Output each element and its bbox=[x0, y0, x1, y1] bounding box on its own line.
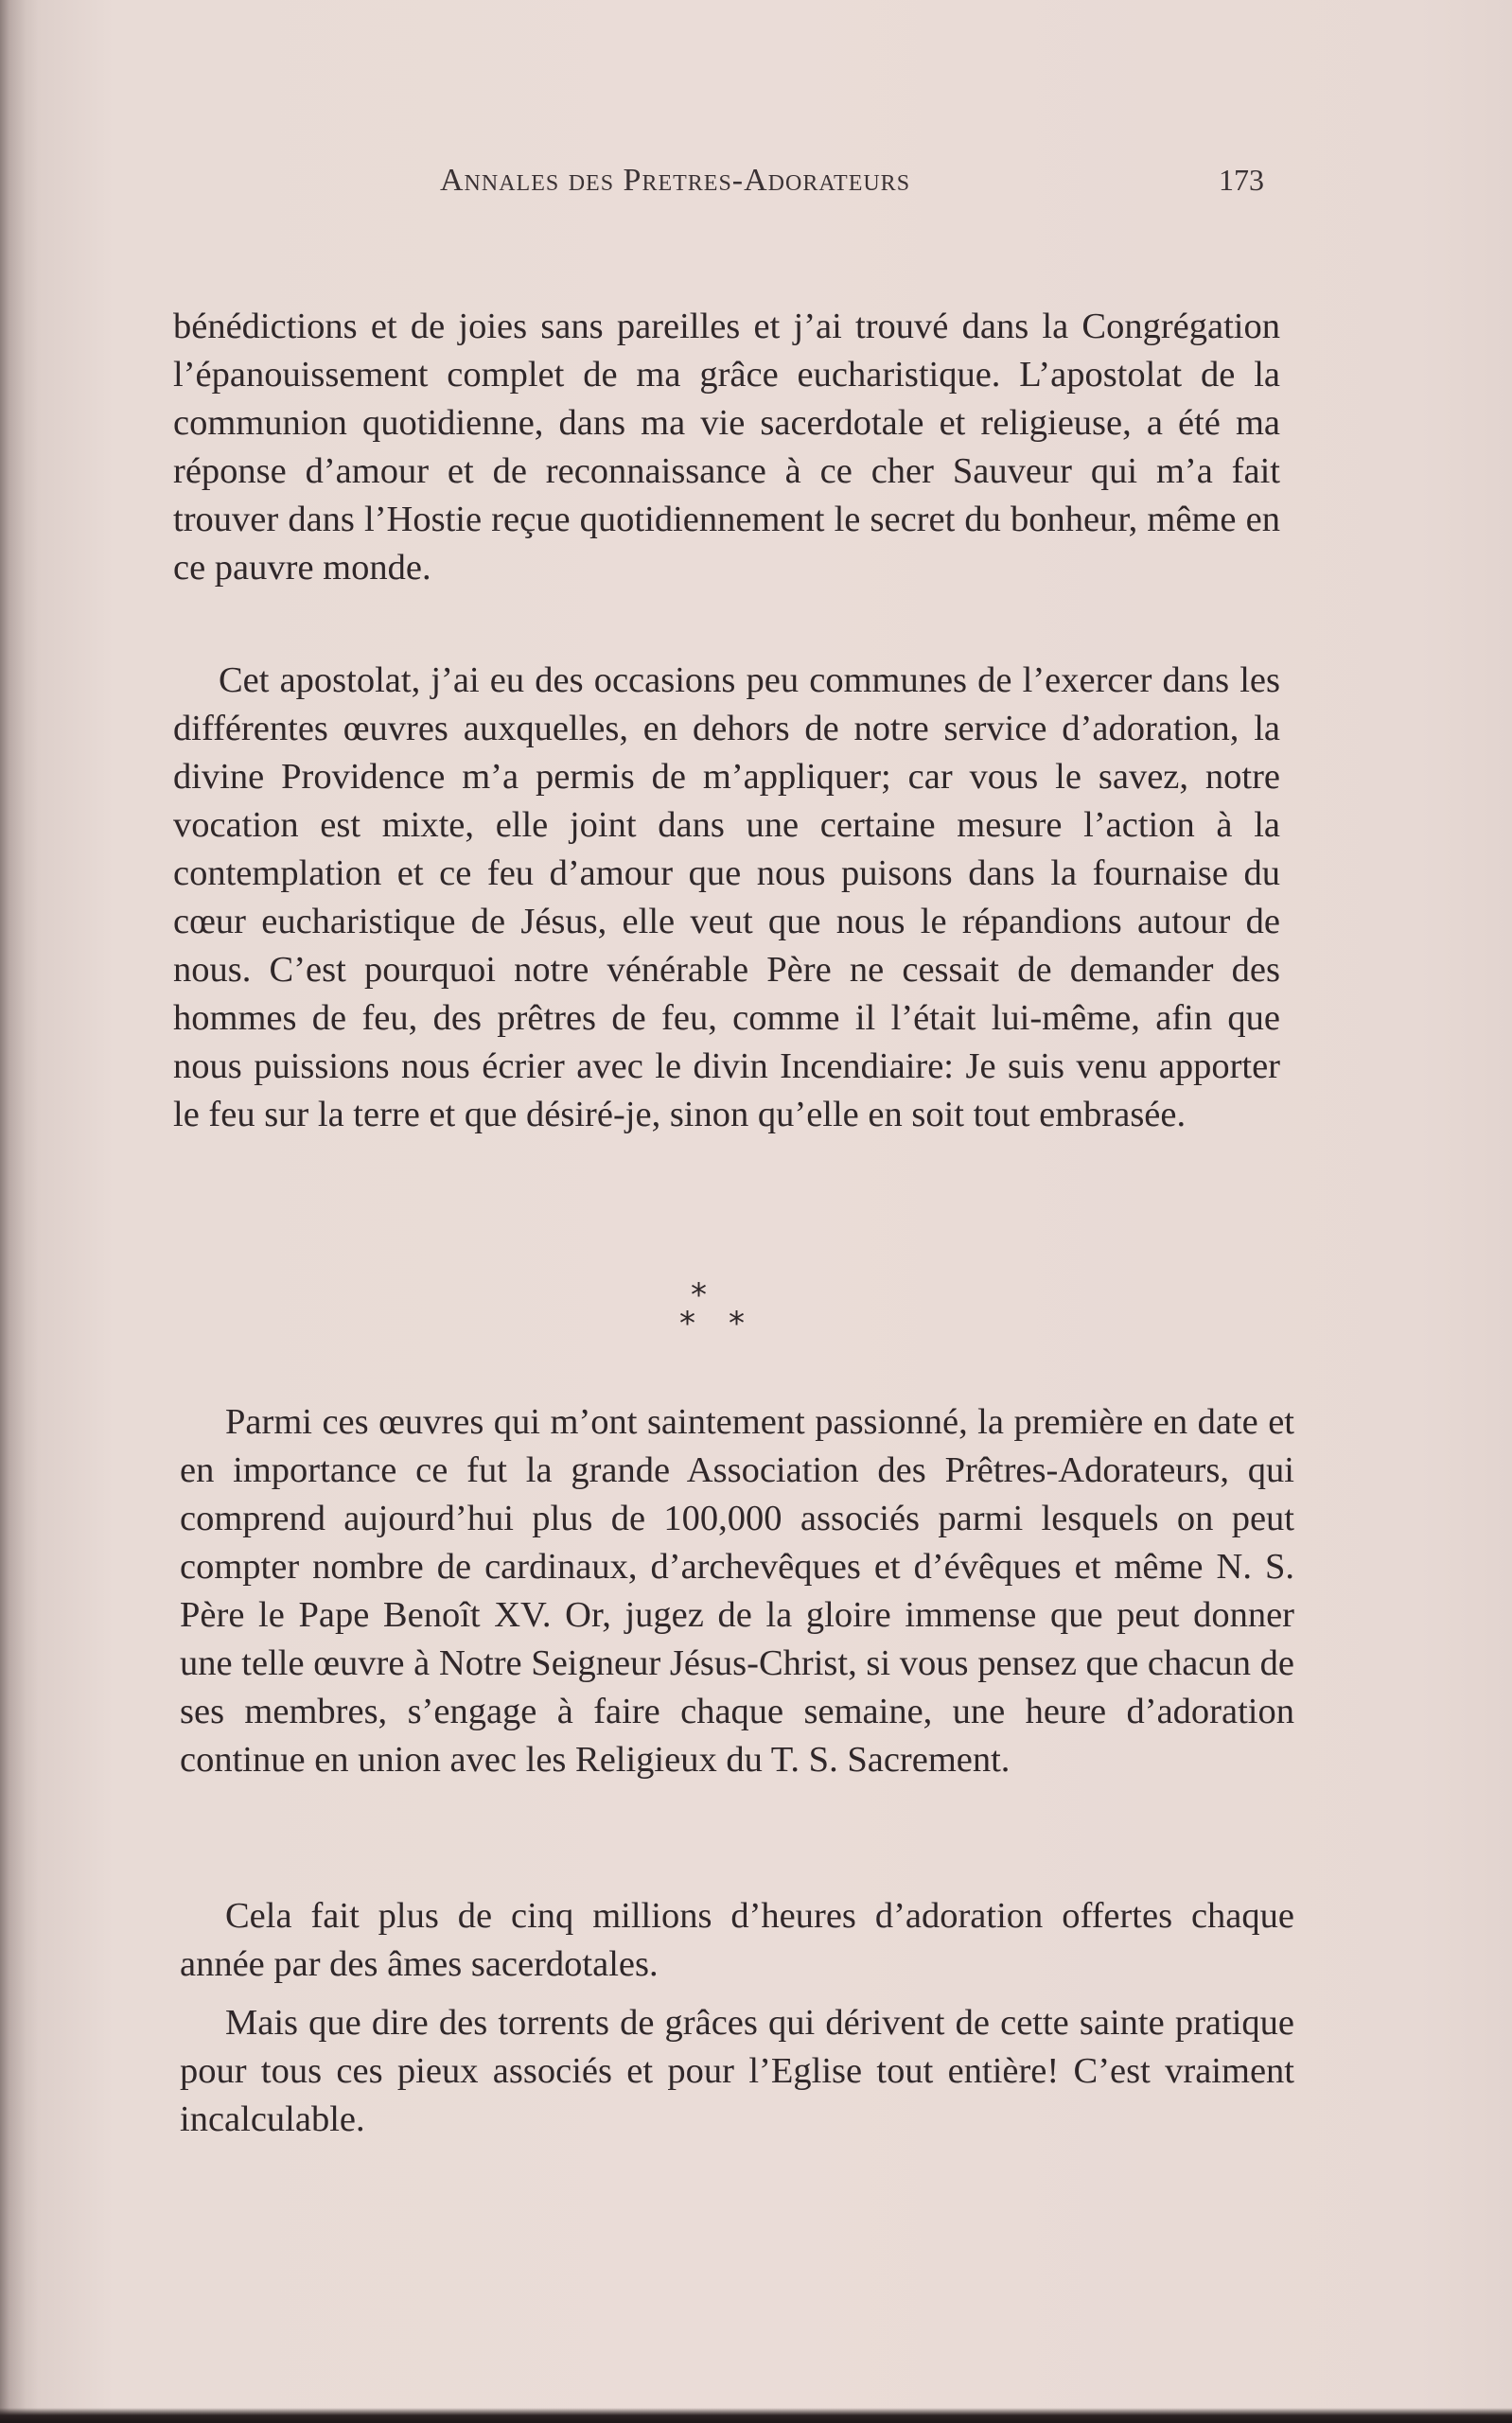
paragraph-graces bbox=[180, 1999, 1294, 2144]
running-head: Annales des Pretres-Adorateurs bbox=[440, 163, 911, 198]
asterism-star: * bbox=[679, 1305, 695, 1343]
paragraph-text: Cet apostolat, j’ai eu des occasions peu communes de l’exercer dans les différentes œuvres auxquelles, en dehors de notre service d’adoration, la divine Providence m’a permis de m’appliquer; car vous le savez, notre vocation est mixte, elle joint dans une certaine mesure l’action à la contemplation et ce feu d’amour que nous puisons dans la fournaise du cœur eucharistique de Jésus, elle veut que nous le répandions autour de nous. C’est pourquoi notre vénérable Père ne cessait de demander des hommes de feu, des prêtres de feu, comme il l’était lui-même, afin que nous puissions nous écrier avec le divin Incendiaire: Je suis venu apporter le feu sur la terre et que désiré-je, sinon qu’elle en soit tout embrasée. bbox=[173, 660, 1280, 1134]
paragraph-apostolat bbox=[173, 657, 1280, 1139]
paragraph-association bbox=[180, 1398, 1294, 1784]
paragraph-text: Cela fait plus de cinq millions d’heures d’adoration offertes chaque année par des âmes sacerdotales. bbox=[180, 1896, 1294, 1984]
asterism-star: * bbox=[691, 1276, 707, 1314]
section-asterism bbox=[679, 1276, 776, 1355]
paragraph-text: Parmi ces œuvres qui m’ont saintement passionné, la première en date et en importance ce fut la grande Association des Prêtres-Adorateurs, qui comprend aujourd’hui plus de 100,000 associés parmi lesquels on peut compter nombre de cardinaux, d’archevêques et d’évêques et même N. S. Père le Pape Benoît XV. Or, jugez de la gloire immense que peut donner une telle œuvre à Notre Seigneur Jésus-Christ, si vous pensez que chacun de ses membres, s’engage à faire chaque semaine, une heure d’adoration continue en union avec les Religieux du T. S. Sacrement. bbox=[180, 1402, 1294, 1780]
paragraph-text: bénédictions et de joies sans pareilles et j’ai trouvé dans la Congrégation l’épanouissement complet de ma grâce eucharistique. L’apostolat de la communion quotidienne, dans ma vie sacerdotale et religieuse, a été ma réponse d’amour et de reconnaissance à ce cher Sauveur qui m’a fait trouver dans l’Hostie reçue quotidiennement le secret du bonheur, même en ce pauvre monde. bbox=[173, 307, 1280, 588]
paragraph-continuation bbox=[173, 303, 1280, 592]
page-number: 173 bbox=[1219, 163, 1264, 197]
binding-gutter bbox=[0, 0, 38, 2423]
paragraph-text: Mais que dire des torrents de grâces qui dérivent de cette sainte pratique pour tous ces pieux associés et pour l’Eglise tout entière! C’est vraiment incalculable. bbox=[180, 2003, 1294, 2139]
paragraph-heures bbox=[180, 1892, 1294, 1989]
asterism-star: * bbox=[729, 1305, 745, 1343]
page-bottom-edge bbox=[0, 2408, 1512, 2423]
